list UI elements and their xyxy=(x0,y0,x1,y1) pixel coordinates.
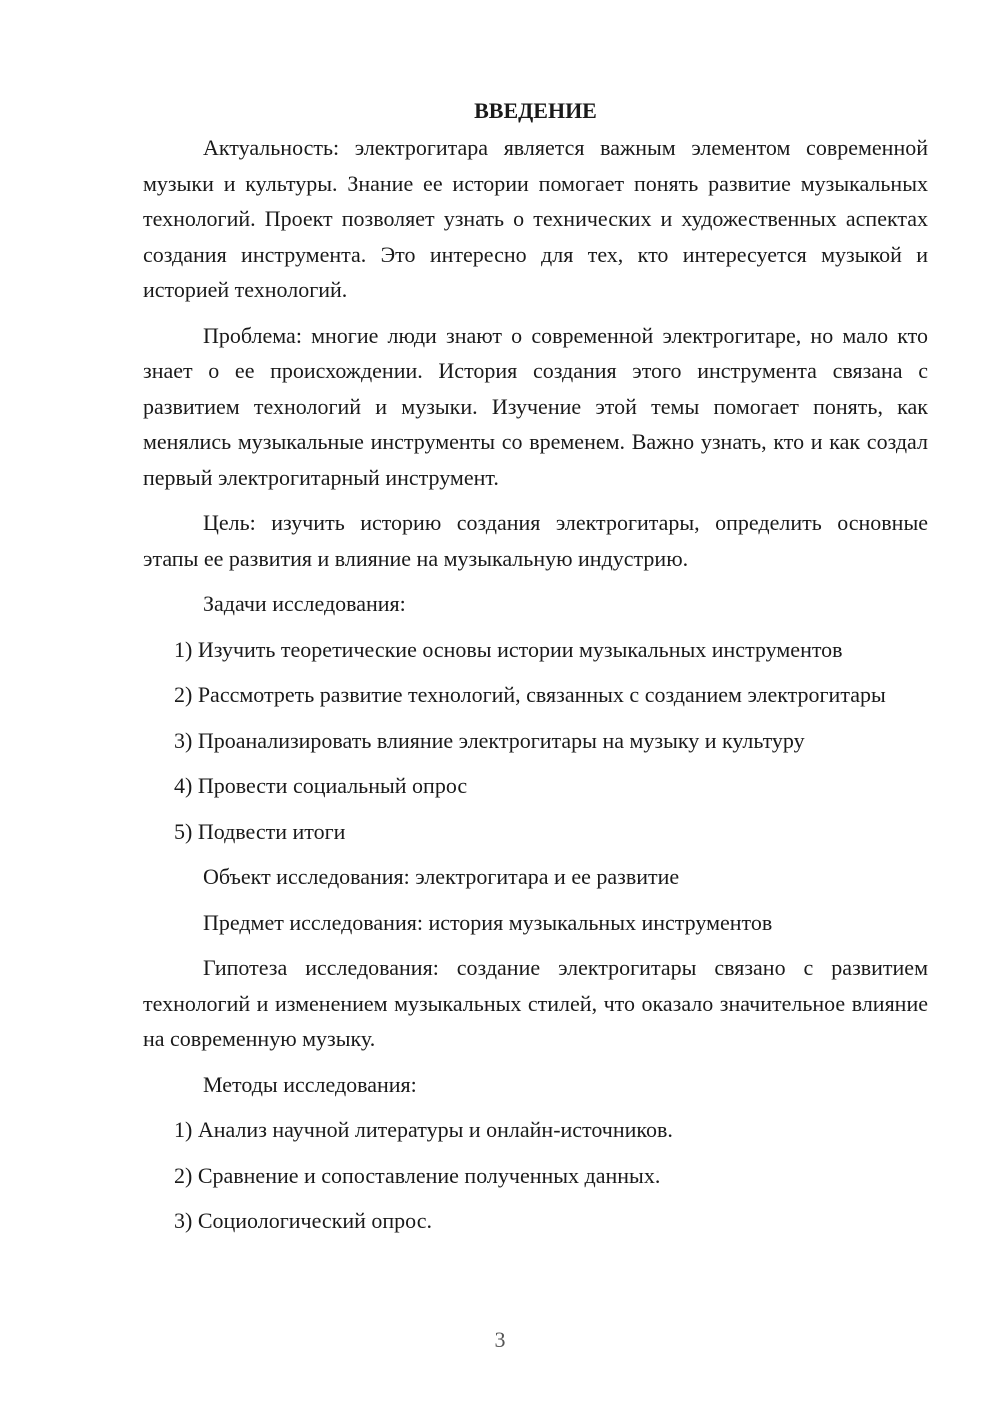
method-item: 2) Сравнение и сопоставление полученных данных. xyxy=(174,1162,661,1188)
page-number: 3 xyxy=(494,1327,506,1352)
task-item: 1) Изучить теоретические основы истории музыкальных инструментов xyxy=(174,636,843,662)
task-item: 3) Проанализировать влияние электрогитары на музыку и культуру xyxy=(174,727,805,753)
goal-paragraph: Цель: изучить историю создания электрогитары, определить основные этапы ее развития и влияние на музыкальную индустрию. xyxy=(143,510,928,571)
task-item: 2) Рассмотреть развитие технологий, связанных с созданием электрогитары xyxy=(174,682,886,707)
method-item: 3) Социологический опрос. xyxy=(174,1208,432,1233)
task-item: 5) Подвести итоги xyxy=(174,818,346,844)
relevance-paragraph: Актуальность: электрогитара является важным элементом современной музыки и культуры. Знание ее истории помогает понять развитие музыкальных технологий. Проект позволяет узнать о технических и художественных аспектах создания инструмента. Это интересно для тех, кто интересуется музыкой и историей технологий. xyxy=(143,135,928,302)
problem-paragraph: Проблема: многие люди знают о современной электрогитаре, но мало кто знает о ее происхождении. История создания этого инструмента связана с развитием технологий и музыки. Изучение этой темы помогает понять, как менялись музыкальные инструменты со временем. Важно узнать, кто и как создал первый электрогитарный инструмент. xyxy=(143,322,928,490)
research-object: Объект исследования: электрогитара и ее развитие xyxy=(203,864,680,889)
tasks-heading: Задачи исследования: xyxy=(203,591,406,616)
section-title: ВВЕДЕНИЕ xyxy=(474,98,597,123)
task-item: 4) Провести социальный опрос xyxy=(174,773,468,798)
research-subject: Предмет исследования: история музыкальных инструментов xyxy=(203,909,773,935)
method-item: 1) Анализ научной литературы и онлайн-источников. xyxy=(174,1117,673,1142)
document-page xyxy=(143,93,928,1249)
methods-heading: Методы исследования: xyxy=(203,1071,417,1097)
hypothesis-paragraph: Гипотеза исследования: создание электрогитары связано с развитием технологий и изменением музыкальных стилей, что оказало значительное влияние на современную музыку. xyxy=(143,955,928,1051)
